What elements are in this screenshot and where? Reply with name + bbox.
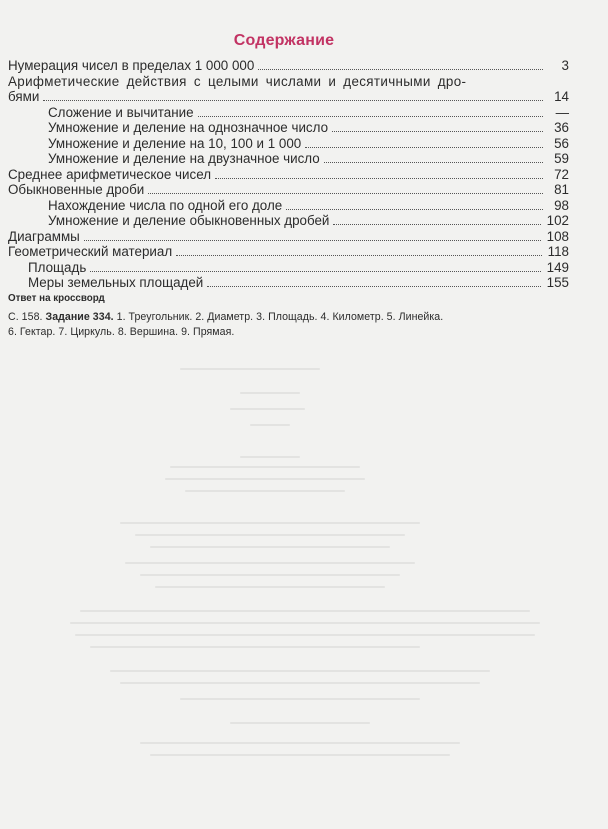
toc-entry-page: 56 xyxy=(554,135,569,151)
crossword-answer-text xyxy=(8,310,574,341)
toc-subentry xyxy=(8,120,569,136)
toc-subentry xyxy=(8,260,569,276)
toc-entry-title: Умножение и деление обыкновенных дробей xyxy=(8,213,333,229)
crossword-answer-title: Ответ на кроссворд xyxy=(8,293,105,304)
toc-subentry xyxy=(8,213,569,229)
toc-entry-page: 14 xyxy=(554,89,569,104)
toc-entry-page: 59 xyxy=(554,151,569,166)
toc-subentry xyxy=(8,105,569,121)
dot-leader xyxy=(258,69,543,70)
toc-entry xyxy=(8,229,569,245)
dot-leader xyxy=(90,271,540,272)
toc-subentry xyxy=(8,275,569,291)
toc-entry-title: Умножение и деление на однозначное число xyxy=(8,120,332,136)
dot-leader xyxy=(207,286,540,287)
dot-leader xyxy=(286,209,543,210)
toc-entry-title: Нумерация чисел в пределах 1 000 000 xyxy=(8,58,258,74)
dot-leader xyxy=(324,162,543,163)
toc-subentry xyxy=(8,198,569,214)
page-heading: Содержание xyxy=(233,32,335,49)
toc-entry xyxy=(8,167,569,183)
answer-task-label: Задание 334. xyxy=(45,310,114,323)
toc-entry-title: Нахождение числа по одной его доле xyxy=(8,198,286,214)
table-of-contents xyxy=(8,58,569,291)
toc-entry-title: Площадь xyxy=(8,260,90,276)
dot-leader xyxy=(84,240,541,241)
toc-entry-page: 108 xyxy=(546,228,569,244)
dot-leader xyxy=(332,131,543,132)
toc-entry-page: 36 xyxy=(554,120,569,135)
toc-entry xyxy=(8,58,569,74)
dot-leader xyxy=(333,224,540,225)
crossword-answer xyxy=(8,291,574,341)
answer-line-2: 6. Гектар. 7. Циркуль. 8. Вершина. 9. Прямая. xyxy=(8,326,235,338)
toc-entry-page: — xyxy=(555,104,569,120)
toc-subentry xyxy=(8,151,569,167)
toc-entry xyxy=(8,74,569,105)
toc-entry-title: Диаграммы xyxy=(8,229,84,245)
toc-entry-title: Умножение и деление на двузначное число xyxy=(8,151,324,167)
toc-entry-title: Обыкновенные дроби xyxy=(8,182,148,198)
toc-entry xyxy=(8,244,569,260)
answer-page-ref: С. 158. xyxy=(8,310,43,323)
toc-entry xyxy=(8,182,569,198)
toc-entry-page: 149 xyxy=(546,259,569,275)
dot-leader xyxy=(305,147,543,148)
answer-line-1: 1. Треугольник. 2. Диаметр. 3. Площадь. 4. Километр. 5. Линейка. xyxy=(116,310,444,323)
toc-entry-page: 3 xyxy=(561,58,569,73)
toc-entry-page: 155 xyxy=(546,275,569,290)
dot-leader xyxy=(215,178,543,179)
toc-entry-title: Среднее арифметическое чисел xyxy=(8,167,215,183)
dot-leader xyxy=(176,255,541,256)
dot-leader xyxy=(43,100,543,101)
toc-entry-page: 102 xyxy=(546,213,569,228)
toc-subentry xyxy=(8,136,569,152)
toc-entry-page: 98 xyxy=(554,197,569,213)
toc-entry-title: Сложение и вычитание xyxy=(8,105,198,121)
toc-entry-page: 118 xyxy=(547,244,569,259)
toc-entry-title: Меры земельных площадей xyxy=(8,275,207,291)
toc-entry-title: Геометрический материал xyxy=(8,244,176,260)
dot-leader xyxy=(198,116,543,117)
toc-entry-page: 72 xyxy=(554,166,569,182)
toc-entry-title: Умножение и деление на 10, 100 и 1 000 xyxy=(8,136,305,152)
toc-entry-title: Арифметические действия с целыми числами и десятичными дро- xyxy=(8,73,467,89)
toc-entry-title-continued: бями xyxy=(8,89,43,105)
dot-leader xyxy=(148,193,543,194)
toc-entry-page: 81 xyxy=(554,182,569,197)
